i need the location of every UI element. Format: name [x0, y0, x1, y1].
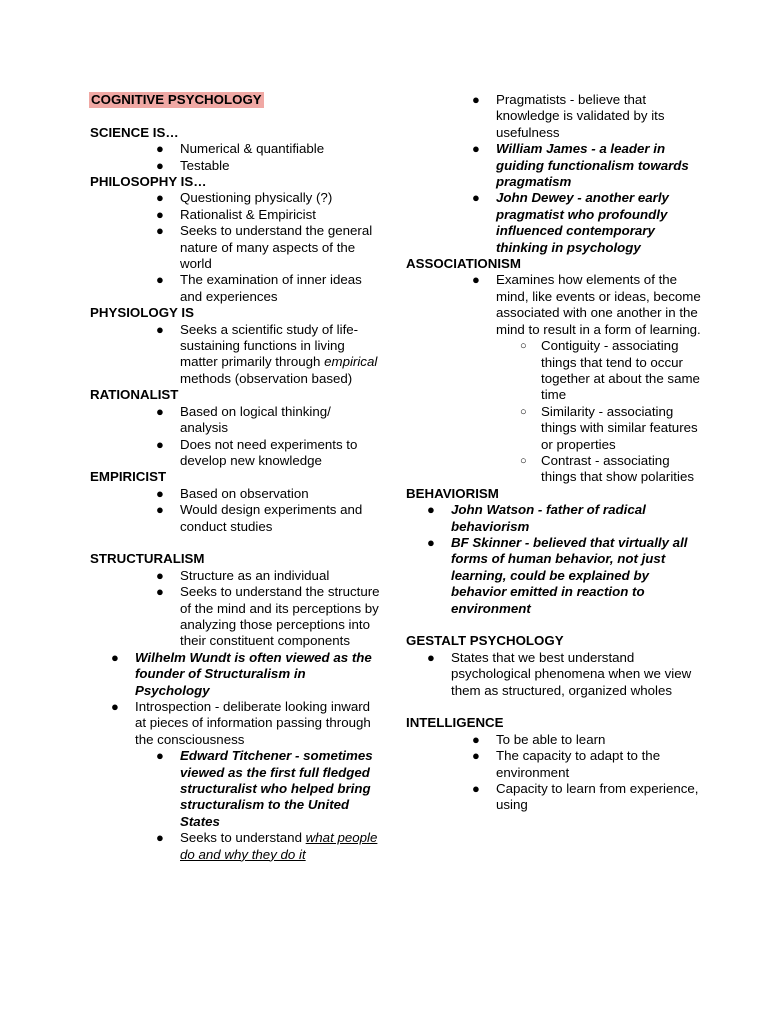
sub-list-item: ○ Contrast - associating things that show polarities — [520, 452, 694, 485]
list-item: ● The examination of inner ideas and experiences — [156, 272, 362, 304]
list-item: ● Seeks to understand what people do and why they do it — [156, 830, 378, 862]
list-item: ● John Watson - father of radical behaviorism — [427, 502, 646, 534]
list-item: ● Based on observation — [156, 485, 309, 501]
empiricist-list — [90, 486, 380, 535]
list-item: ● Seeks to understand the general nature of many aspects of the world — [156, 223, 373, 272]
list-item: ● Wilhelm Wundt is often viewed as the founder of Structuralism in Psychology — [111, 649, 372, 698]
list-item: ● Examines how elements of the mind, like events or ideas, become associated with one another in the mind to result in a form of learning. — [472, 272, 701, 337]
list-item: ● To be able to learn — [472, 731, 606, 747]
heading-physiology: PHYSIOLOGY IS — [90, 305, 194, 321]
list-item: ● Pragmatists - believe that knowledge is validated by its usefulness — [472, 92, 665, 140]
list-item: ● Questioning physically (?) — [156, 190, 333, 206]
heading-gestalt: GESTALT PSYCHOLOGY — [406, 633, 564, 649]
list-item: ● John Dewey - another early pragmatist who profoundly influenced contemporary thinking in psychology — [472, 190, 669, 255]
list-item: ● Rationalist & Empiricist — [156, 206, 316, 222]
functionalism-list — [406, 92, 706, 256]
sub-list-item: ○ Similarity - associating things with similar features or properties — [520, 403, 698, 452]
list-item: ● States that we best understand psychological phenomena when we view them as structured, organized wholes — [427, 649, 692, 698]
list-item: ● Would design experiments and conduct studies — [156, 502, 363, 534]
list-item: ● Capacity to learn from experience, using — [472, 781, 699, 813]
physiology-list — [90, 322, 380, 388]
intelligence-list — [406, 732, 706, 814]
behaviorism-list — [406, 502, 706, 617]
list-item: ● Does not need experiments to develop new knowledge — [156, 436, 358, 468]
heading-philosophy: PHILOSOPHY IS… — [90, 174, 207, 190]
structuralism-list — [90, 568, 380, 863]
list-item: ● Testable — [156, 157, 230, 173]
rationalist-list — [90, 404, 380, 470]
philosophy-list — [90, 190, 380, 305]
heading-science: SCIENCE IS… — [90, 124, 179, 140]
heading-rationalist: RATIONALIST — [90, 387, 179, 403]
list-item: ● Introspection - deliberate looking inward at pieces of information passing through the consciousness — [111, 699, 371, 747]
heading-empiricist: EMPIRICIST — [90, 469, 167, 485]
science-list — [90, 141, 380, 174]
list-item: ● Edward Titchener - sometimes viewed as the first full fledged structuralist who helped bring structuralism to the United States — [156, 748, 373, 829]
list-item: ● Seeks to understand the structure of the mind and its perceptions by analyzing those perceptions into their constituent components — [156, 584, 380, 649]
list-item: ● Structure as an individual — [156, 567, 330, 583]
heading-behaviorism: BEHAVIORISM — [406, 485, 499, 501]
list-item: ● William James - a leader in guiding functionalism towards pragmatism — [472, 141, 689, 190]
list-item: ● Numerical & quantifiable — [156, 141, 325, 157]
document-title: COGNITIVE PSYCHOLOGY — [91, 92, 262, 107]
heading-structuralism: STRUCTURALISM — [90, 551, 205, 567]
associationism-list — [406, 272, 706, 485]
list-item: ● BF Skinner - believed that virtually all forms of human behavior, not just learning, could be explained by behavior emitted in reaction to environment — [427, 534, 688, 616]
list-item: ● Based on logical thinking/ analysis — [156, 403, 331, 436]
right-column — [406, 92, 706, 814]
list-item: ● The capacity to adapt to the environment — [472, 748, 661, 780]
heading-intelligence: INTELLIGENCE — [406, 715, 504, 731]
sub-list-item: ○ Contiguity - associating things that tend to occur together at about the same time — [520, 338, 700, 403]
list-item: ● Seeks a scientific study of life-sustaining functions in living matter primarily through empirical methods (observation based) — [156, 321, 378, 386]
heading-associationism: ASSOCIATIONISM — [406, 256, 521, 272]
left-column — [90, 92, 380, 863]
gestalt-list — [406, 650, 706, 699]
